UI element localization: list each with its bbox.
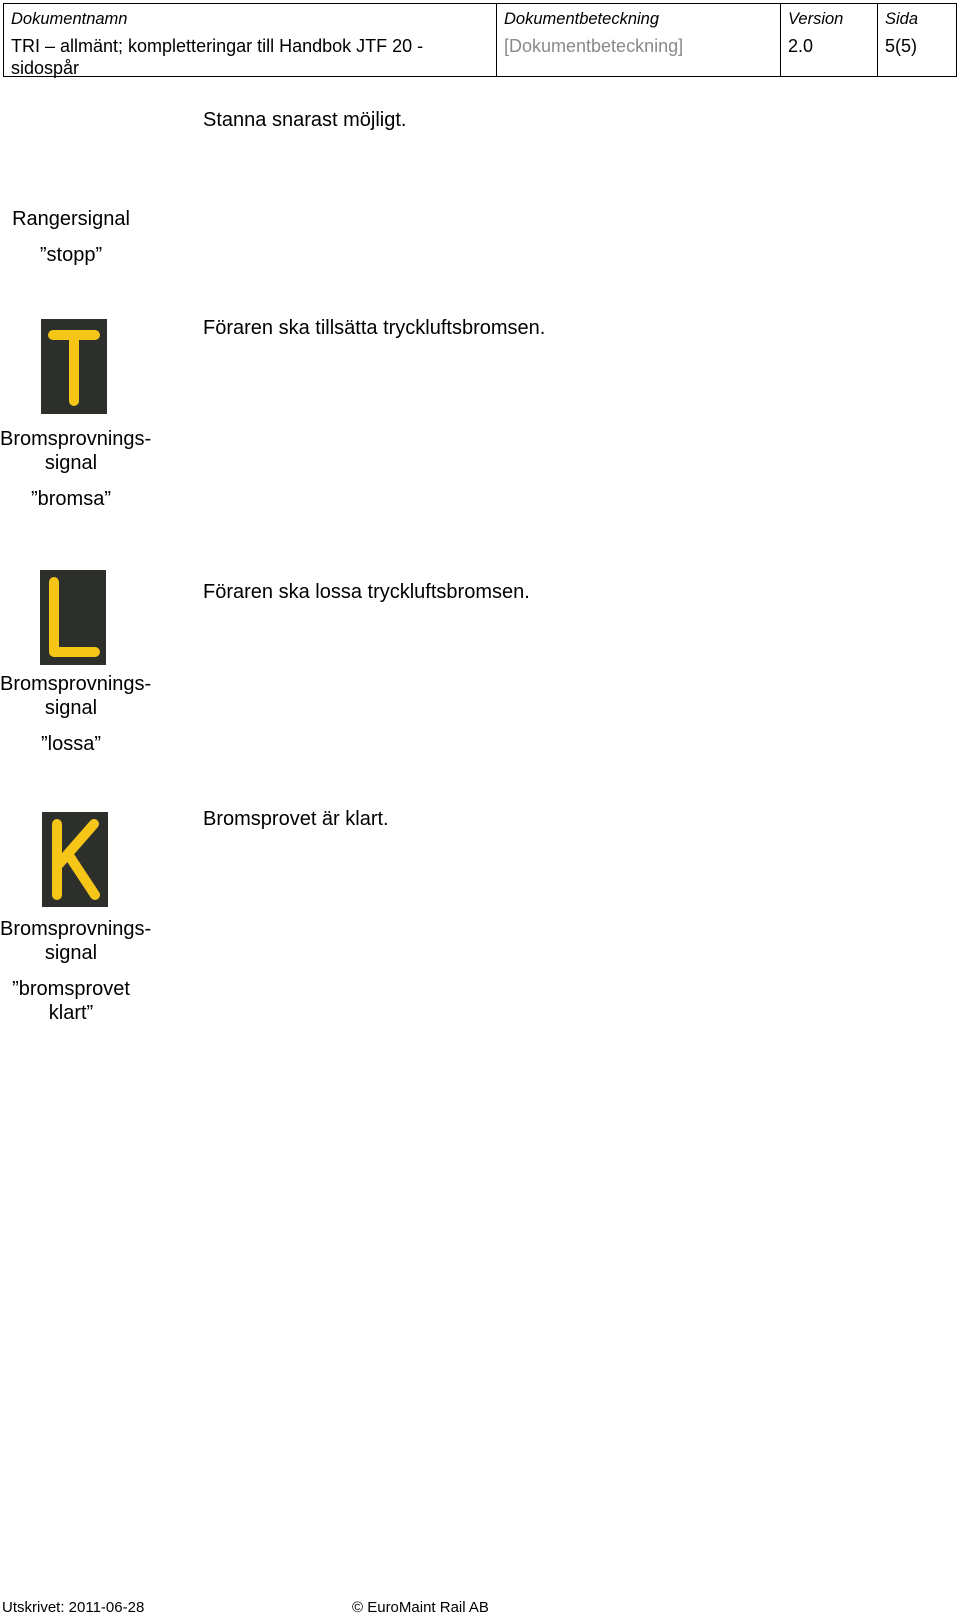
doc-id-label: Dokumentbeteckning xyxy=(504,10,660,28)
caption-bromsa xyxy=(0,427,152,511)
page-label: Sida xyxy=(885,10,919,28)
caption-line: signal xyxy=(44,697,98,719)
caption-line: signal xyxy=(44,452,98,474)
caption-line: Rangersignal xyxy=(12,208,130,230)
version-cell xyxy=(781,4,878,76)
caption-rangersignal-stopp xyxy=(0,207,142,267)
caption-line: Bromsprovnings- xyxy=(0,918,152,940)
doc-name-label: Dokumentnamn xyxy=(11,10,128,28)
description-bromsprovet-klart: Bromsprovet är klart. xyxy=(203,808,389,830)
document-header xyxy=(3,3,957,77)
sign-k-icon xyxy=(42,812,108,907)
description-lossa: Föraren ska lossa tryckluftsbromsen. xyxy=(203,581,530,603)
doc-name-value: TRI – allmänt; kompletteringar till Handbok JTF 20 - sidospår xyxy=(11,36,424,78)
version-value: 2.0 xyxy=(788,36,814,56)
page-number: 5(5) xyxy=(885,36,918,56)
doc-id-cell xyxy=(497,4,781,76)
page-cell xyxy=(878,4,956,76)
doc-name-cell xyxy=(4,4,497,76)
sign-t-icon xyxy=(41,319,107,414)
description-bromsa: Föraren ska tillsätta tryckluftsbromsen. xyxy=(203,317,546,339)
caption-line: signal xyxy=(44,942,98,964)
letter-t-icon xyxy=(41,319,107,414)
caption-bromsprovet-klart xyxy=(0,917,152,1025)
sign-l-icon xyxy=(40,570,106,665)
caption-lossa xyxy=(0,672,152,756)
footer-copyright: © EuroMaint Rail AB xyxy=(352,1599,489,1616)
caption-line: ”bromsa” xyxy=(30,488,111,510)
intro-text: Stanna snarast möjligt. xyxy=(203,109,407,131)
caption-line: Bromsprovnings- xyxy=(0,673,152,695)
letter-l-icon xyxy=(40,570,106,665)
caption-line: ”lossa” xyxy=(40,733,101,755)
caption-line: ”bromsprovet xyxy=(12,978,130,1000)
caption-line: Bromsprovnings- xyxy=(0,428,152,450)
version-label: Version xyxy=(788,10,844,28)
caption-line: klart” xyxy=(48,1002,94,1024)
footer-printed-date: Utskrivet: 2011-06-28 xyxy=(2,1599,145,1616)
caption-line: ”stopp” xyxy=(39,244,103,266)
letter-k-icon xyxy=(42,812,108,907)
doc-id-value: [Dokumentbeteckning] xyxy=(504,36,684,56)
